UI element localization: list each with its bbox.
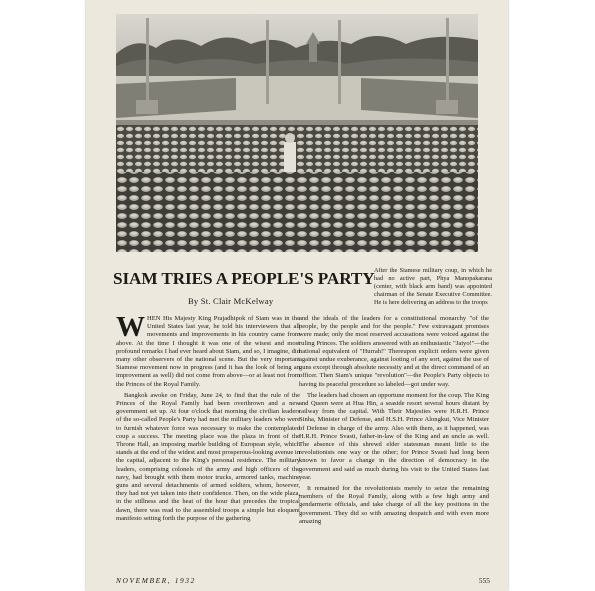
magazine-page (86, 0, 508, 591)
paragraph: It remained for the revolutionists merely to seize the remaining members of the Royal Family, along with a few high army and gendarmerie officials, and take charge of all the key positions in the government. They did so with amazing despatch and with even more amazing (299, 485, 489, 525)
article-headline: SIAM TRIES A PEOPLE'S PARTY (113, 269, 375, 288)
drop-cap: W (116, 315, 145, 343)
footer-page-number: 555 (478, 576, 490, 585)
photo-illustration (116, 14, 478, 252)
footer-issue-date: NOVEMBER, 1932 (116, 576, 196, 585)
article-column-right (299, 315, 489, 573)
paragraph: The leaders had chosen an opportune moment for the coup. The King and Queen were at Hua Hin, a seaside resort several hours distant by railway from the capital. With Their Majesties were H.R.H. Prince Sinha, Minister of Defense, and H.S.H. Prince Alongkut, Vice Minister of Defense in charge of the army. Also with them, as it happened, was H.R.H. Prince Svasti, father-in-law of the King and an uncle as well. The absence of this shrewd elder statesman meant little to the revolutionists one way or the other; for Prince Svasti had long been known to favor a change in the direction of democracy in the government and said as much during his visit to the United States last year. (299, 391, 489, 481)
photo-troops-assembly (116, 14, 478, 252)
paragraph (116, 315, 300, 389)
photo-caption: After the Siamese military coup, in which he had no active part, Phya Manopakarana (center, with black arm band) was appointed chairman of the Senate Executive Committee. He is here delivering an address to the troops (374, 267, 492, 307)
article-byline: By St. Clair McKelway (188, 296, 274, 306)
paragraph: and the ideals of the leaders for a constitutional monarchy "of the people, by the people and for the people." Few extravagant promises were made; only the most reserved accusations were voiced against the ruling Princes. The soldiers answered with an enthusiastic "Jaiyo!"—the national equivalent of "Hurrah!" Thereupon explicit orders were given against undue exuberance, against looting of any sort, against the use of guns except through absolute necessity and at the direct command of an officer. Then Siam's unique "revolution"—the People's Party objects to having its peaceful procedure so labeled—got under way. (299, 315, 489, 388)
article-column-left (116, 315, 300, 573)
paragraph: Bangkok awoke on Friday, June 24, to find that the rule of the Princes of the Royal Family had been overthrown and a new government set up. At four o'clock that morning the civilian leaders of the so-called People's Party had met the military leaders who were to furnish whatever force was necessary to make the contemplated coup a success. The meeting place was the plaza in front of the Throne Hall, an imposing marble building of European style, which stands at the end of the widest and most prosperous-looking avenue in the capital, adjacent to the King's personal residence. The military leaders, comprising colonels of the army and high officers of the navy, had brought with them motor trucks, armored tanks, machine guns and several detachments of armed soldiers, whom, however, they had not yet taken into their confidence. Then, on the wide plaza, in the stillness and the heat of the hour that precedes the tropical dawn, there was read to the assembled troops a simple but eloquent manifesto setting forth the purpose of the gathering (116, 391, 300, 522)
paragraph-text: HEN His Majesty King Prajadhipok of Siam was in the United States last year, he told his interviewers that all movements and improvements in his country came from above. At the time I thought it was one of the wisest and most profound remarks I had ever heard about Siam, and so, I imagine, did many other observers of the national scene. But the very important Siamese movement now in progress (and it has the look of being an improvement as well) did not come from above—or at least not from the Princes of the Royal Family. (116, 315, 300, 388)
